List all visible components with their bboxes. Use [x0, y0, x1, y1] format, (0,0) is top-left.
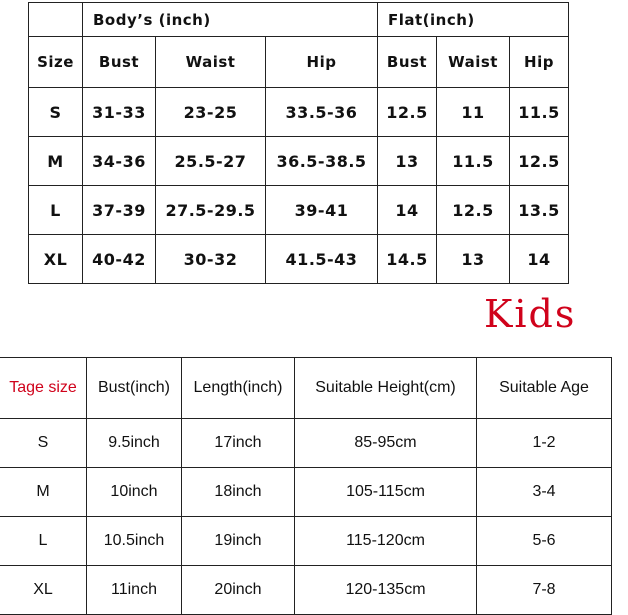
table-row — [0, 566, 612, 615]
table-cell: 10inch — [87, 468, 182, 517]
table-cell: 41.5-43 — [266, 235, 378, 284]
table-cell: 25.5-27 — [156, 137, 266, 186]
table-cell: M — [0, 468, 87, 517]
table-cell: 12.5 — [510, 137, 569, 186]
table-cell: 17inch — [182, 419, 295, 468]
adult-size-table — [28, 2, 569, 284]
column-header: Length(inch) — [182, 358, 295, 419]
table-cell: M — [29, 137, 83, 186]
table-cell: L — [29, 186, 83, 235]
table-cell: S — [29, 88, 83, 137]
column-header: Size — [29, 37, 83, 88]
table-cell: 34-36 — [83, 137, 156, 186]
column-header: Waist — [156, 37, 266, 88]
table-cell: L — [0, 517, 87, 566]
table-cell: 3-4 — [477, 468, 612, 517]
table-row — [29, 235, 569, 284]
tage-size-header: Tage size — [0, 358, 87, 419]
column-header: Suitable Age — [477, 358, 612, 419]
table-cell: 39-41 — [266, 186, 378, 235]
column-header: Bust — [378, 37, 437, 88]
table-row — [29, 137, 569, 186]
table-row — [29, 88, 569, 137]
table-cell: 1-2 — [477, 419, 612, 468]
table-cell: S — [0, 419, 87, 468]
table-cell: 23-25 — [156, 88, 266, 137]
table-cell: 36.5-38.5 — [266, 137, 378, 186]
table-row — [0, 468, 612, 517]
column-header: Bust(inch) — [87, 358, 182, 419]
column-header: Hip — [266, 37, 378, 88]
table-cell: XL — [0, 566, 87, 615]
table-cell: 40-42 — [83, 235, 156, 284]
table-cell: 27.5-29.5 — [156, 186, 266, 235]
table-cell: 105-115cm — [295, 468, 477, 517]
table-cell: 14.5 — [378, 235, 437, 284]
flat-group-header: Flat(inch) — [378, 3, 569, 37]
column-header: Hip — [510, 37, 569, 88]
table-cell: 12.5 — [437, 186, 510, 235]
table-cell: 18inch — [182, 468, 295, 517]
table-cell: 120-135cm — [295, 566, 477, 615]
table-row — [29, 186, 569, 235]
table-row — [0, 517, 612, 566]
column-header: Suitable Height(cm) — [295, 358, 477, 419]
table-cell: 13 — [437, 235, 510, 284]
table-cell: 13 — [378, 137, 437, 186]
kids-size-table — [0, 357, 612, 615]
table-cell: 7-8 — [477, 566, 612, 615]
table-cell: 13.5 — [510, 186, 569, 235]
column-header: Waist — [437, 37, 510, 88]
adult-group-header-row — [29, 3, 569, 37]
table-cell: 5-6 — [477, 517, 612, 566]
table-cell: 14 — [510, 235, 569, 284]
table-cell: 10.5inch — [87, 517, 182, 566]
table-cell: 33.5-36 — [266, 88, 378, 137]
table-cell: 30-32 — [156, 235, 266, 284]
table-cell: 11 — [437, 88, 510, 137]
table-cell: 11.5 — [437, 137, 510, 186]
kids-label: Kids — [484, 292, 577, 336]
table-cell: 12.5 — [378, 88, 437, 137]
table-row — [0, 419, 612, 468]
body-group-header: Body’s (inch) — [83, 3, 378, 37]
corner-cell — [29, 3, 83, 37]
kids-column-header-row — [0, 358, 612, 419]
table-cell: 20inch — [182, 566, 295, 615]
table-cell: 11.5 — [510, 88, 569, 137]
column-header: Bust — [83, 37, 156, 88]
table-cell: 14 — [378, 186, 437, 235]
table-cell: 115-120cm — [295, 517, 477, 566]
adult-column-header-row — [29, 37, 569, 88]
table-cell: 9.5inch — [87, 419, 182, 468]
table-cell: 37-39 — [83, 186, 156, 235]
table-cell: XL — [29, 235, 83, 284]
table-cell: 19inch — [182, 517, 295, 566]
table-cell: 31-33 — [83, 88, 156, 137]
table-cell: 11inch — [87, 566, 182, 615]
table-cell: 85-95cm — [295, 419, 477, 468]
